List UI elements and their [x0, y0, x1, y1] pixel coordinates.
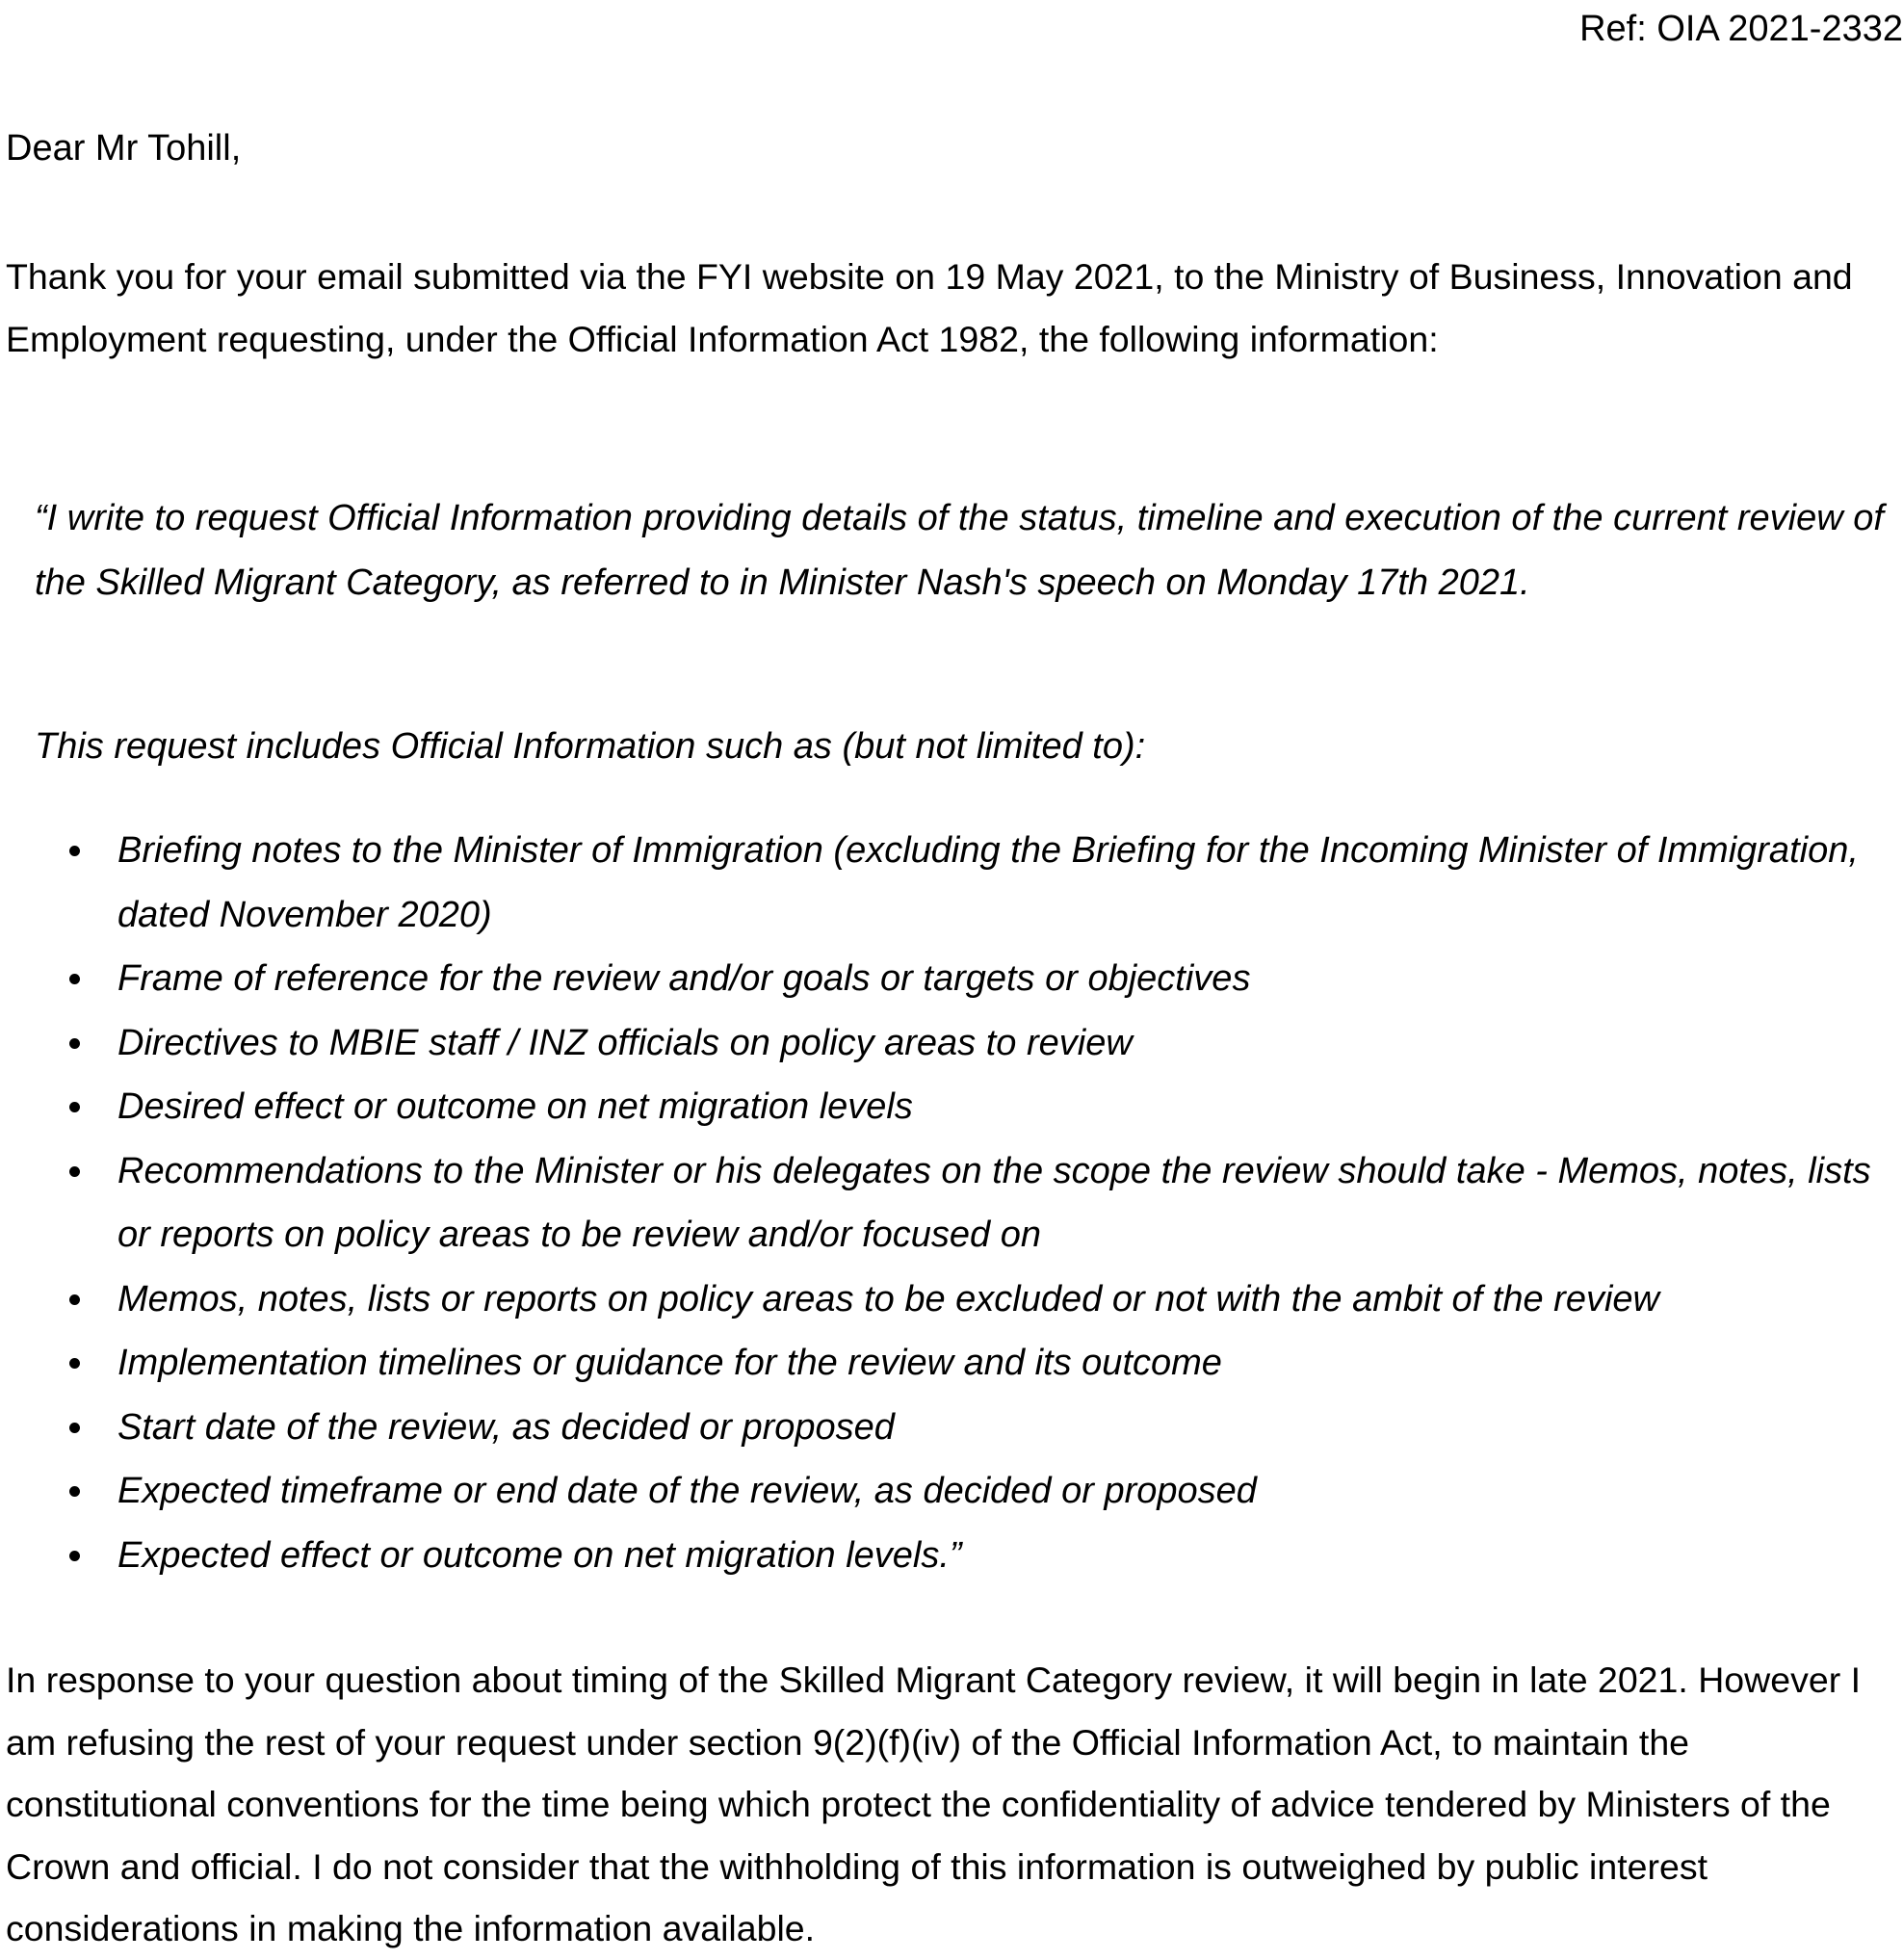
- list-item-text: Start date of the review, as decided or proposed: [117, 1406, 895, 1448]
- list-item: [56, 1524, 1886, 1588]
- bullet-icon: [69, 1423, 80, 1433]
- bullet-icon: [69, 1166, 80, 1177]
- list-item-text: Recommendations to the Minister or his delegates on the scope the review should take - Memos, notes, lists or reports on policy areas to be review and/or focused on: [117, 1150, 1871, 1255]
- list-item-text: Directives to MBIE staff / INZ officials on policy areas to review: [117, 1022, 1133, 1063]
- list-item: [56, 1139, 1886, 1267]
- list-item: [56, 819, 1886, 947]
- quoted-request-includes: This request includes Official Information such as (but not limited to):: [35, 726, 1146, 767]
- bullet-icon: [69, 1038, 80, 1049]
- bullet-icon: [69, 1486, 80, 1497]
- list-item-text: Desired effect or outcome on net migration levels: [117, 1086, 913, 1127]
- list-item-text: Expected timeframe or end date of the review, as decided or proposed: [117, 1471, 1257, 1511]
- quoted-request-paragraph: “I write to request Official Information providing details of the status, timeline and execution of the current review of the Skilled Migrant Category, as referred to in Minister Nash's speech on Monday 17th 2021.: [35, 498, 1884, 603]
- list-item-text: Frame of reference for the review and/or goals or targets or objectives: [117, 958, 1251, 999]
- list-item-text: Briefing notes to the Minister of Immigration (excluding the Briefing for the Incoming Minister of Immigration, dated November 2020): [117, 830, 1859, 935]
- response-paragraph: In response to your question about timing of the Skilled Migrant Category review, it will begin in late 2021. However I am refusing the rest of your request under section 9(2)(f)(iv) of the Official Information Act, to maintain the constitutional conventions for the time being which protect the confidentiality of advice tendered by Ministers of the Crown and official. I do not consider that the withholding of this information is outweighed by public interest considerations in making the information available.: [6, 1659, 1862, 1948]
- list-item: [56, 1075, 1886, 1139]
- list-item-text: Expected effect or outcome on net migration levels.”: [117, 1534, 962, 1576]
- bullet-icon: [69, 1294, 80, 1305]
- list-item: [56, 947, 1886, 1011]
- list-item: [56, 1459, 1886, 1524]
- list-item: [56, 1011, 1886, 1076]
- bullet-icon: [69, 1358, 80, 1369]
- list-item: [56, 1396, 1886, 1460]
- intro-paragraph: Thank you for your email submitted via the FYI website on 19 May 2021, to the Ministry of Business, Innovation and Employment requesting, under the Official Information Act 1982, the following information:: [6, 256, 1853, 359]
- list-item-text: Memos, notes, lists or reports on policy areas to be excluded or not with the ambit of the review: [117, 1278, 1659, 1320]
- list-item: [56, 1267, 1886, 1332]
- bullet-icon: [69, 974, 80, 984]
- bullet-icon: [69, 1551, 80, 1561]
- requested-items-list: [56, 819, 1886, 1587]
- bullet-icon: [69, 1102, 80, 1112]
- bullet-icon: [69, 846, 80, 856]
- reference-number: Ref: OIA 2021-2332: [1579, 9, 1903, 49]
- salutation: Dear Mr Tohill,: [6, 128, 242, 169]
- list-item: [56, 1331, 1886, 1396]
- list-item-text: Implementation timelines or guidance for the review and its outcome: [117, 1343, 1222, 1383]
